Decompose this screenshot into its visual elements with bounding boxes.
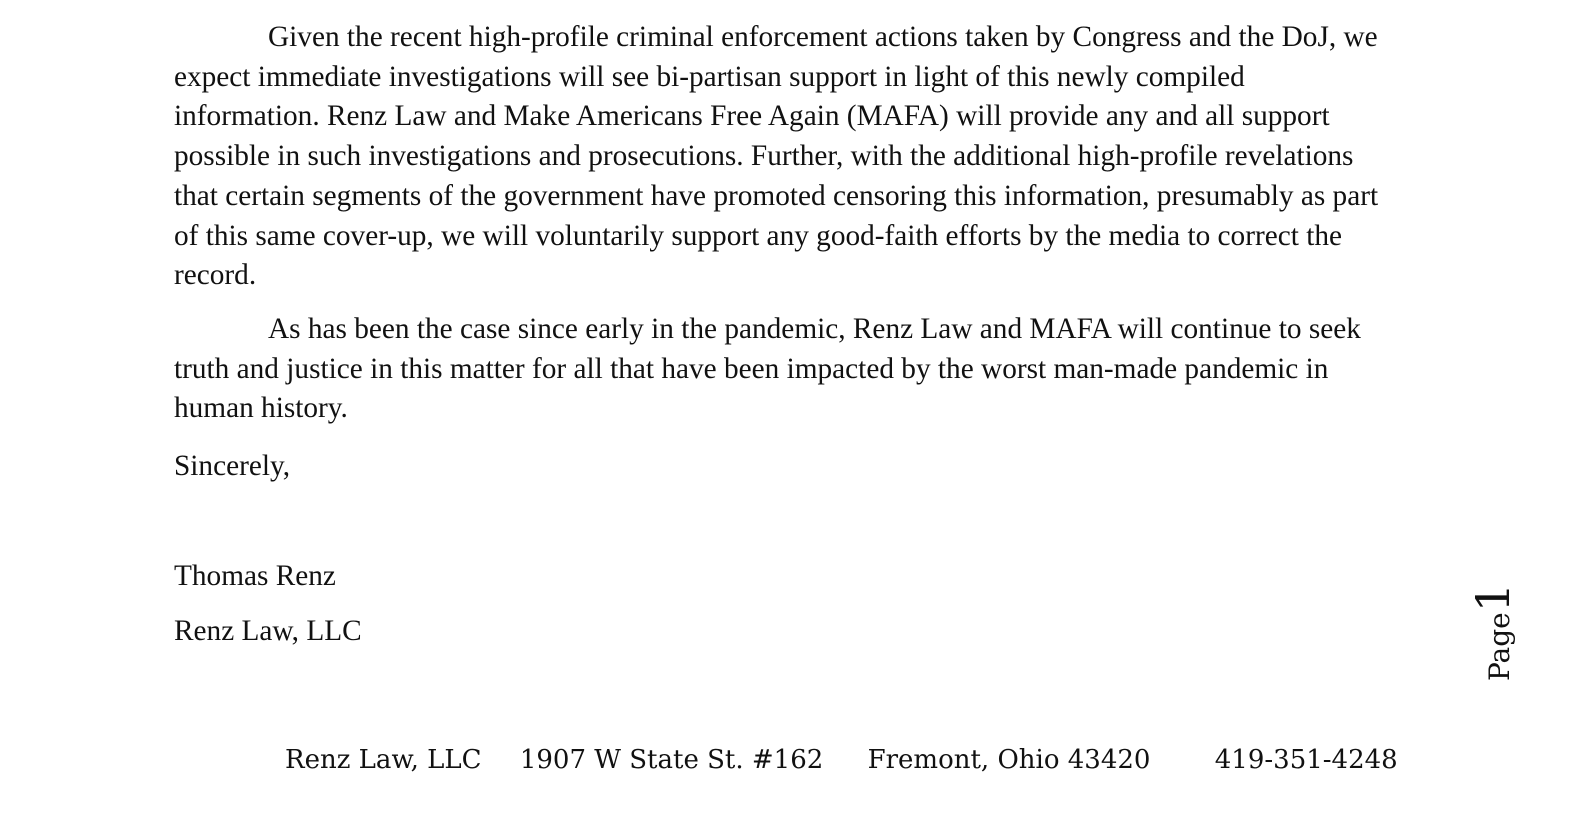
paragraph-investigations: Given the recent high-profile criminal enforcement actions taken by Congress and the DoJ, we expect immediate investigations will see bi-partisan support in light of this newly compiled information. Renz Law and Make Americans Free Again (MAFA) will provide any and all support possible in such investigations and prosecutions. Further, with the additional high-profile revelations that certain segments of the government have promoted censoring this information, presumably as part of this same cover-up, we will voluntarily support any good-faith efforts by the media to correct the record. <box>174 21 1379 292</box>
footer-city: Fremont, Ohio 43420 <box>867 745 1151 775</box>
signer-firm: Renz Law, LLC <box>174 615 362 647</box>
footer-phone: 419-351-4248 <box>1214 745 1398 775</box>
paragraph-truth-and-justice: As has been the case since early in the pandemic, Renz Law and MAFA will continue to seek truth and justice in this matter for all that have been impacted by the worst man-made pandemic in human history. <box>174 312 1361 425</box>
letterhead-footer <box>285 742 1398 778</box>
footer-street-address: 1907 W State St. #162 <box>519 745 824 775</box>
page-word: Page <box>1483 612 1516 682</box>
signer-name: Thomas Renz <box>174 560 336 592</box>
page-number-label <box>1466 583 1520 681</box>
page-number: 1 <box>1466 582 1520 613</box>
letter-body <box>174 18 1384 443</box>
closing-salutation: Sincerely, <box>174 450 291 482</box>
footer-firm: Renz Law, LLC <box>285 745 482 775</box>
